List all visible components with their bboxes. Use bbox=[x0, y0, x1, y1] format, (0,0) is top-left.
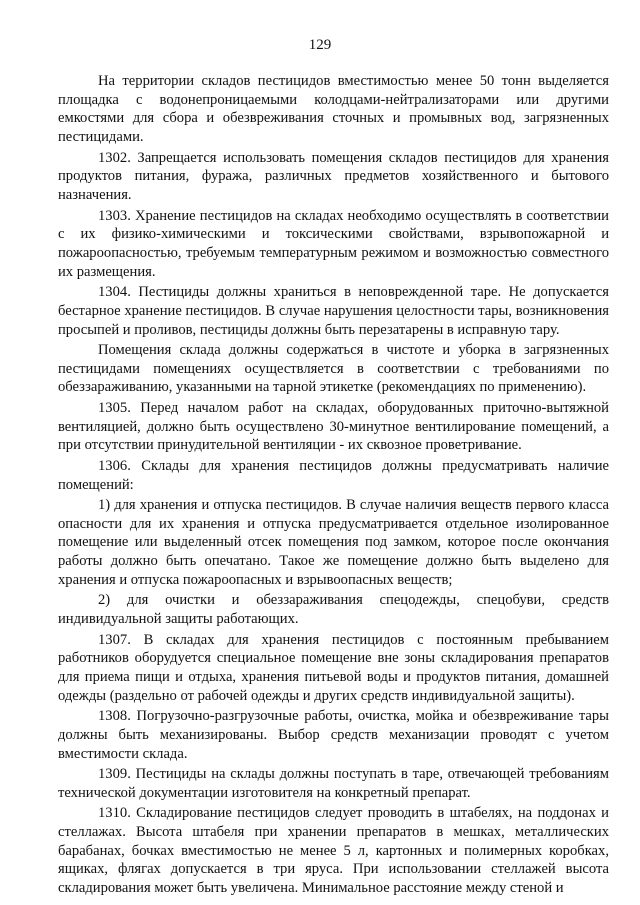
paragraph-1307: 1307. В складах для хранения пестицидов с постоянным пребыванием работников оборудуется специальное помещение вне зоны складирования препаратов для приема пищи и отдыха, хранения питьевой воды и продуктов питания, домашней одежды (раздельно от рабочей одежды и других средств индивидуальной защиты). bbox=[58, 631, 609, 704]
document-body bbox=[58, 72, 609, 900]
paragraph-1303: 1303. Хранение пестицидов на складах необходимо осуществлять в соответствии с их физико-химическими и токсическими свойствами, взрывопожарной и пожароопасностью, требуемым температурным режимом и возможностью совместного их размещения. bbox=[58, 207, 609, 280]
paragraph-1304: 1304. Пестициды должны храниться в неповрежденной таре. Не допускается бестарное хранение пестицидов. В случае нарушения целостности тары, возникновения просыпей и проливов, пестициды должны быть перезатарены в исправную тару. bbox=[58, 284, 609, 338]
paragraph-1302: 1302. Запрещается использовать помещения складов пестицидов для хранения продуктов питания, фуража, различных предметов хозяйственного и бытового назначения. bbox=[58, 149, 609, 204]
paragraph-1306-item-1: 1) для хранения и отпуска пестицидов. В случае наличия веществ первого класса опасности для их хранения и отпуска предусматривается отдельное изолированное помещение или выделенный отсек помещения под замком, которое после окончания работы должно быть опечатано. Такое же помещение должно быть выделено для хранения и отпуска пожароопасных и взрывоопасных веществ; bbox=[58, 497, 609, 588]
paragraph-1305: 1305. Перед началом работ на складах, оборудованных приточно-вытяжной вентиляцией, должно быть осуществлено 30-минутное вентилирование помещений, а при отсутствии принудительной вентиляции - их сквозное проветривание. bbox=[58, 399, 609, 454]
paragraph-1306: 1306. Склады для хранения пестицидов должны предусматривать наличие помещений: bbox=[58, 457, 609, 493]
paragraph-intro: На территории складов пестицидов вместимостью менее 50 тонн выделяется площадка с водонепроницаемыми колодцами-нейтрализаторами или другими емкостями для сбора и обезвреживания сточных и промывных вод, загрязненных пестицидами. bbox=[58, 73, 609, 146]
paragraph-1310: 1310. Складирование пестицидов следует проводить в штабелях, на поддонах и стеллажах. Высота штабеля при хранении препаратов в мешках, металлических барабанах, бочках вместимостью не менее 5 л, картонных и полимерных коробках, ящиках, флягах допускается в три яруса. При использовании стеллажей высота складирования может быть увеличена. Минимальное расстояние между стеной и bbox=[58, 805, 609, 897]
paragraph-1306-item-2: 2) для очистки и обеззараживания спецодежды, спецобуви, средств индивидуальной защиты работающих. bbox=[58, 592, 609, 628]
paragraph-1309: 1309. Пестициды на склады должны поступать в таре, отвечающей требованиям технической документации изготовителя на конкретный препарат. bbox=[58, 766, 609, 801]
paragraph-1308: 1308. Погрузочно-разгрузочные работы, очистка, мойка и обезвреживание тары должны быть механизированы. Выбор средств механизации проводят с учетом вместимости склада. bbox=[58, 708, 609, 762]
paragraph-cleaning: Помещения склада должны содержаться в чистоте и уборка в загрязненных пестицидами помещениях осуществляется в соответствии с требованиями по обеззараживанию, указанными на тарной этикетке (рекомендациях по применению). bbox=[58, 342, 609, 396]
page-number: 129 bbox=[308, 37, 332, 53]
